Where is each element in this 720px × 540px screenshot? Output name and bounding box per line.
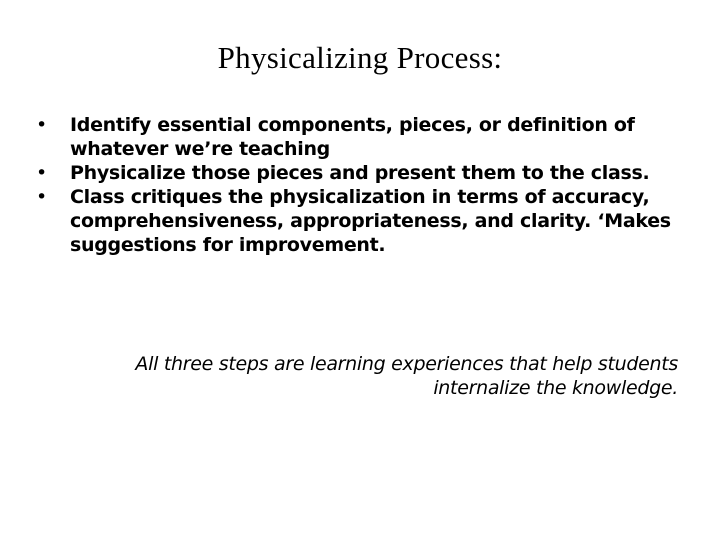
bullet-text: Identify essential components, pieces, or definition of whatever we’re teaching <box>70 114 635 160</box>
bullet-item <box>36 161 696 185</box>
bullet-marker: • <box>36 162 47 184</box>
bullet-text: Physicalize those pieces and present them to the class. <box>70 162 650 184</box>
slide-title: Physicalizing Process: <box>217 40 503 75</box>
bullet-item <box>36 113 696 161</box>
bullet-marker: • <box>36 186 47 208</box>
bullet-marker: • <box>36 114 47 136</box>
bullet-text: Class critiques the physicalization in terms of accuracy, comprehensiveness, appropriateness, and clarity. ‘Makes suggestions for improvement. <box>70 186 671 256</box>
conclusion-text: All three steps are learning experiences that help students internalize the knowledge. <box>135 353 678 399</box>
bullet-list <box>36 113 696 257</box>
bullet-item <box>36 185 696 257</box>
